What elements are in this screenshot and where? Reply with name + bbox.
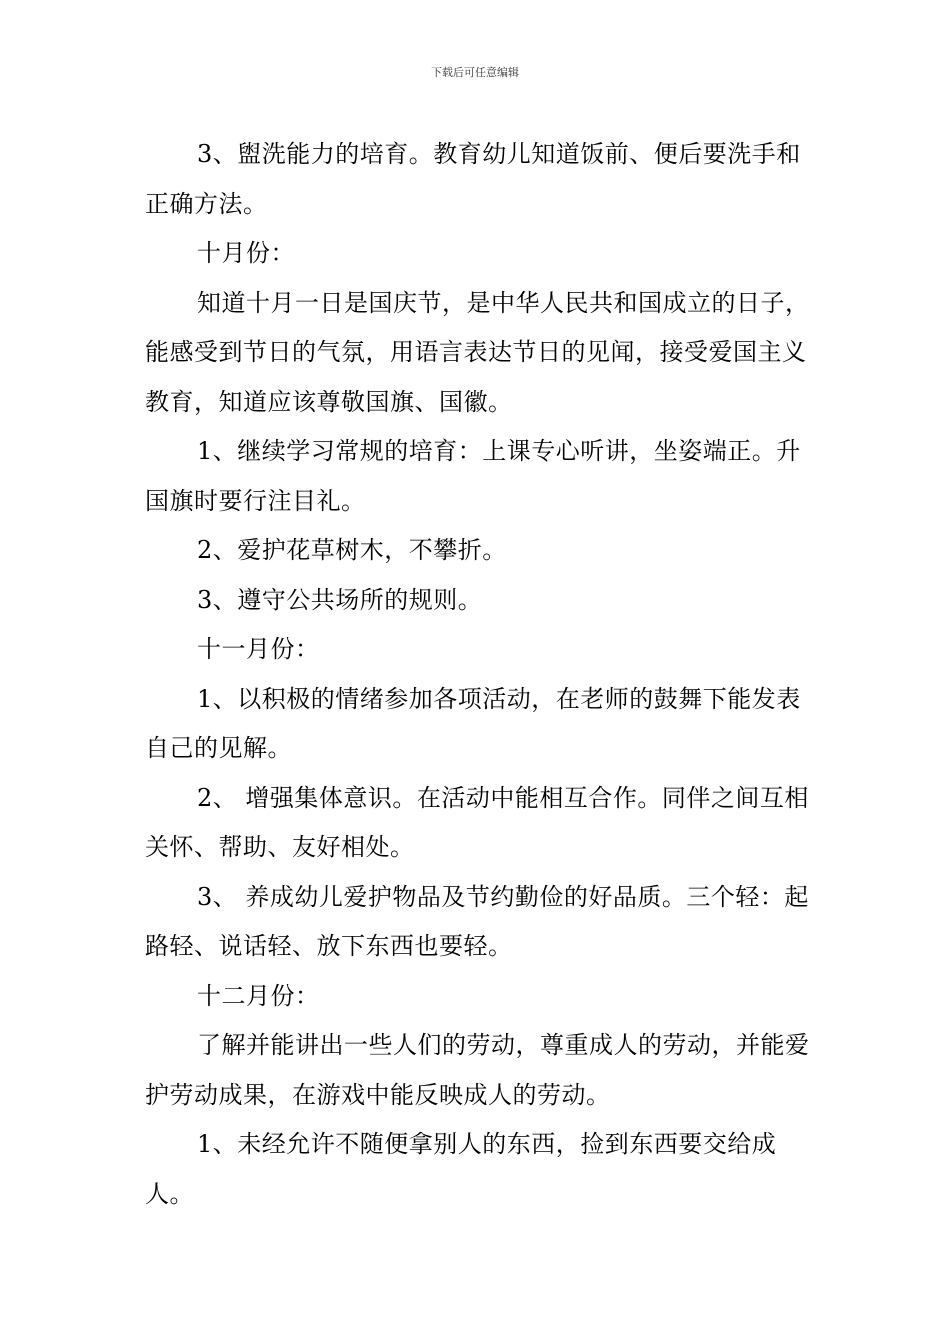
paragraph-labor: 了解并能讲出一些人们的劳动，尊重成人的劳动，并能爱护劳动成果，在游戏中能反映成人的劳动。 bbox=[145, 1031, 810, 1109]
paragraph-belongings: 1、未经允许不随便拿别人的东西，捡到东西要交给成人。 bbox=[145, 1130, 777, 1208]
paragraph-national-day: 知道十月一日是国庆节，是中华人民共和国成立的日子，能感受到节日的气氛，用语言表达节日的见闻，接受爱国主义教育，知道应该尊敬国旗、国徽。 bbox=[145, 288, 810, 416]
paragraph-good-habits: 3、 养成幼儿爱护物品及节约勤俭的好品质。三个轻：起路轻、说话轻、放下东西也要轻。 bbox=[145, 882, 809, 960]
paragraph-public-rules: 3、遵守公共场所的规则。 bbox=[197, 585, 483, 614]
paragraph-protect-plants: 2、爱护花草树木，不攀折。 bbox=[197, 536, 507, 564]
paragraph-collective: 2、 增强集体意识。在活动中能相互合作。同伴之间互相关怀、帮助、友好相处。 bbox=[145, 783, 809, 861]
heading-november: 十一月份： bbox=[197, 635, 320, 663]
page-header: 下载后可任意编辑 bbox=[431, 66, 519, 79]
heading-december: 十二月份： bbox=[197, 981, 320, 1010]
paragraph-activities: 1、以积极的情绪参加各项活动，在老师的鼓舞下能发表自己的见解。 bbox=[145, 684, 801, 762]
heading-october: 十月份： bbox=[197, 239, 295, 267]
paragraph-class-routine: 1、继续学习常规的培育：上课专心听讲，坐姿端正。升国旗时要行注目礼。 bbox=[145, 437, 801, 515]
document-body bbox=[145, 130, 825, 1219]
paragraph-washing-ability: 3、盥洗能力的培育。教育幼儿知道饭前、便后要洗手和正确方法。 bbox=[145, 140, 801, 218]
